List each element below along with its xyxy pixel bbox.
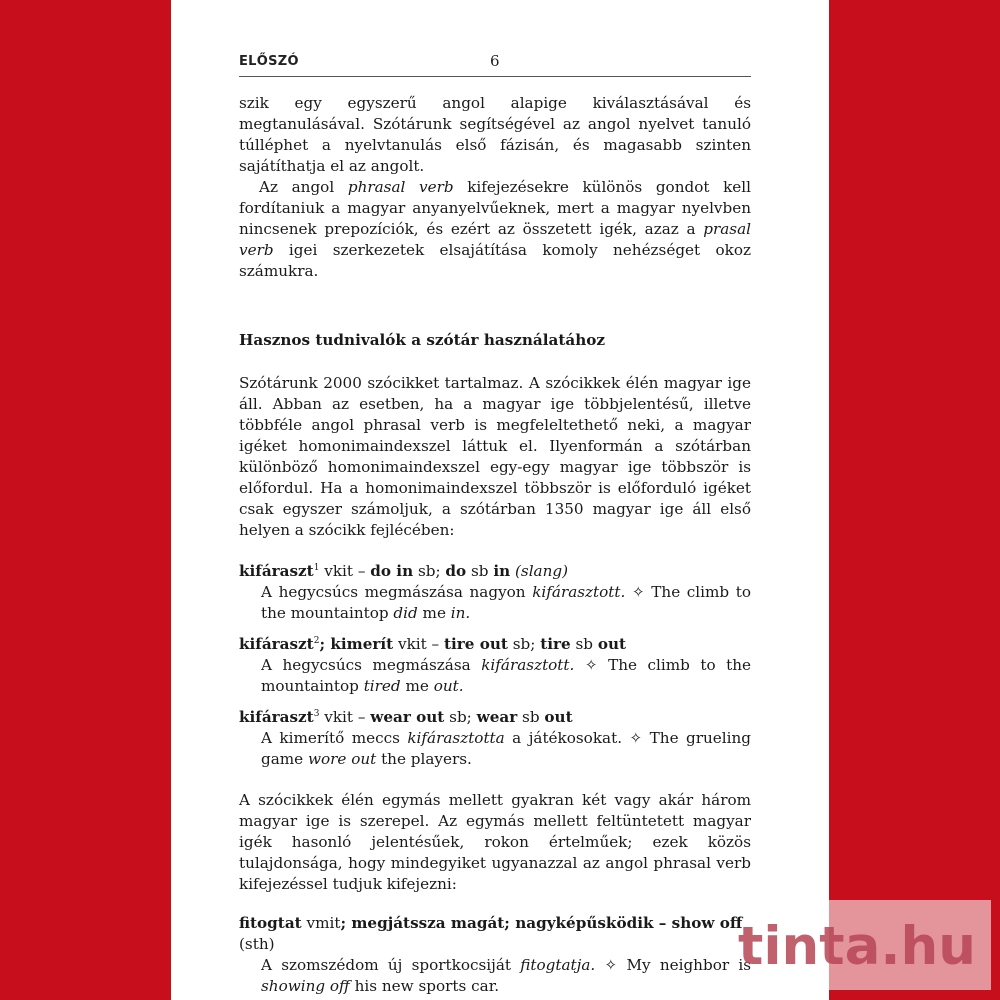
- section-paragraph-2: A szócikkek élén egymás mellett gyakran két vagy akár három magyar ige is szerepel. Az egymás mellett feltüntetett magyar igék hasonló jelentésűek, rokon értelműek; ezek közös tulajdonsága, hogy mindegyiket ugyanazzal az angol phrasal verb kifejezéssel tudjuk kifejezni:: [239, 791, 751, 893]
- dictionary-entry: [239, 561, 751, 624]
- homonym-index: 3: [313, 709, 320, 719]
- dictionary-entry: [239, 707, 751, 770]
- usage-label: (slang): [510, 562, 569, 580]
- watermark-logo: tinta.hu: [738, 916, 976, 977]
- headword: kifáraszt: [239, 562, 314, 580]
- section-title: ELŐSZÓ: [239, 54, 299, 69]
- section-paragraph-1: Szótárunk 2000 szócikket tartalmaz. A szócikkek élén magyar ige áll. Abban az esetben, ha a magyar ige többjelentésű, illetve többféle angol phrasal verb is megfeleltethető neki, a magyar igéket homonimaindexszel láttuk el. Ilyenformán a szótárban különböző homonimaindexszel egy-egy magyar ige többször is előfordul. Ha a homonimaindexszel többször is előforduló igéket csak egyszer számoljuk, a szótárban 1350 magyar ige áll első helyen a szócikk fejlécében:: [239, 374, 751, 539]
- entry-headline: kifáraszt$^2$; kimerít vkit – tire out sb; tire sb out: [239, 635, 627, 653]
- dictionary-entry: [239, 913, 751, 997]
- entry-example: A hegycsúcs megmászása nagyon kifárasztott. ✧ The climb to the mountaintop did me in.: [261, 583, 752, 622]
- headword: kifáraszt: [239, 635, 314, 653]
- running-header: [239, 54, 751, 77]
- entry-headline: kifáraszt$^1$ vkit – do in sb; do sb in (slang): [239, 562, 569, 580]
- entry-headline: kifáraszt$^3$ vkit – wear out sb; wear sb out: [239, 708, 573, 726]
- homonym-index: 2: [313, 636, 320, 646]
- section-heading: Hasznos tudnivalók a szótár használatához: [239, 331, 606, 349]
- entry-example: A kimerítő meccs kifárasztotta a játékosokat. ✧ The grueling game wore out the players.: [261, 729, 751, 768]
- intro-paragraph-2: Az angol phrasal verb kifejezésekre különös gondot kell fordítaniuk a magyar anyanyelvűeknek, mert a magyar nyelvben nincsenek prepozíciók, és ezért az összetett igék, azaz a prasal verb igei szerkezetek elsajátítása komoly nehézséget okoz számukra.: [239, 178, 751, 280]
- entry-example: A szomszédom új sportkocsiját fitogtatja. ✧ My neighbor is showing off his new sports car.: [261, 956, 751, 995]
- headword: fitogtat: [239, 914, 302, 932]
- entry-headline: fitogtat vmit; megjátssza magát; nagyképűsködik – show off (sth): [239, 914, 743, 953]
- intro-paragraph-1: szik egy egyszerű angol alapige kiválasztásával és megtanulásával. Szótárunk segítségével az angol nyelvet tanuló túlléphet a nyelvtanulás első fázisán, és magasabb szinten sajátíthatja el az angolt.: [239, 94, 751, 175]
- dictionary-entry: [239, 634, 751, 697]
- headword: kifáraszt: [239, 708, 314, 726]
- body-text: [239, 93, 751, 997]
- entry-example: A hegycsúcs megmászása kifárasztott. ✧ The climb to the mountaintop tired me out.: [261, 656, 751, 695]
- page-number: 6: [490, 52, 500, 70]
- book-page: [171, 0, 829, 1000]
- homonym-index: 1: [313, 563, 320, 573]
